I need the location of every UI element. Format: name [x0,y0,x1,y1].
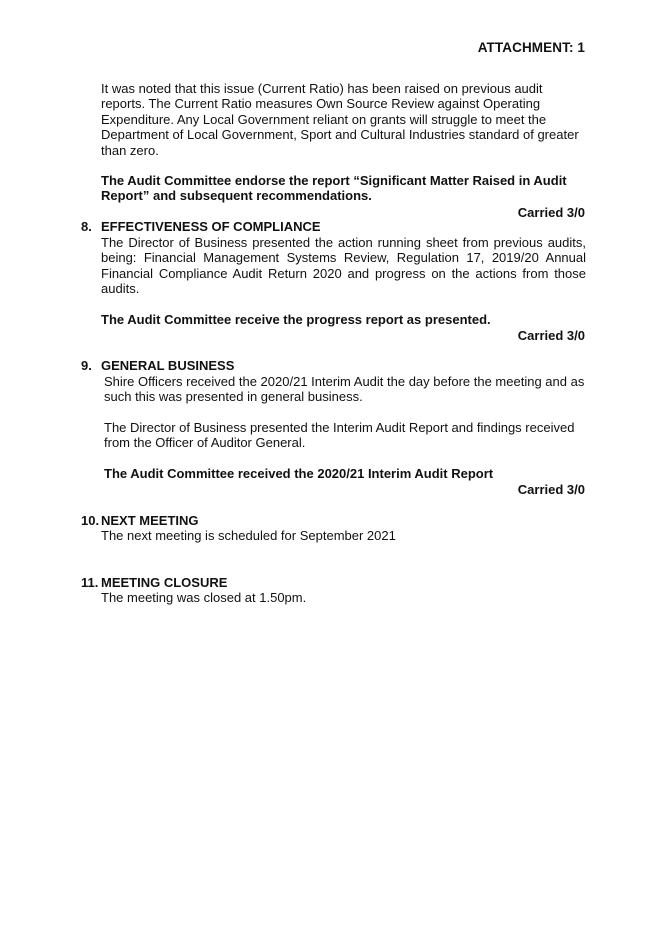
section-9-paragraph-2: The Director of Business presented the Interim Audit Report and findings received from the Officer of Auditor General. [104,420,575,451]
section-number: 9. [81,358,92,373]
section-10-paragraph: The next meeting is scheduled for September 2021 [101,528,396,543]
section-number: 8. [81,219,92,234]
attachment-label: ATTACHMENT: 1 [477,40,585,55]
section-heading-10 [81,513,199,528]
section-8-paragraph: The Director of Business presented the action running sheet from previous audits, being: Financial Management Systems Review, Regulation 17, 2019/20 Annual Financial Compliance Audit Return 2020 and progress on the actions from those audits. [101,235,586,297]
section-heading-11 [81,575,227,590]
intro-carried: Carried 3/0 [517,205,585,220]
section-9-resolution: The Audit Committee received the 2020/21 Interim Audit Report [104,466,494,481]
section-number: 10. [81,513,100,528]
section-number: 11. [81,575,99,590]
section-heading-9 [81,358,234,373]
section-title: NEXT MEETING [101,513,199,528]
section-9-paragraph: Shire Officers received the 2020/21 Interim Audit the day before the meeting and as such this was presented in general business. [104,374,585,405]
section-title: GENERAL BUSINESS [101,358,235,373]
section-11-paragraph: The meeting was closed at 1.50pm. [101,590,307,605]
section-8-resolution: The Audit Committee receive the progress report as presented. [101,312,491,327]
intro-paragraph: It was noted that this issue (Current Ratio) has been raised on previous audit reports. The Current Ratio measures Own Source Review against Operating Expenditure. Any Local Government reliant on grants will struggle to meet the Department of Local Government, Sport and Cultural Industries standard of greater than zero. [101,81,579,158]
section-8-carried: Carried 3/0 [517,328,585,343]
section-title: MEETING CLOSURE [101,575,228,590]
section-heading-8 [81,219,321,234]
intro-resolution: The Audit Committee endorse the report “Significant Matter Raised in Audit Report” and subsequent recommendations. [101,173,567,204]
section-9-carried: Carried 3/0 [517,482,585,497]
section-title: EFFECTIVENESS OF COMPLIANCE [101,219,321,234]
